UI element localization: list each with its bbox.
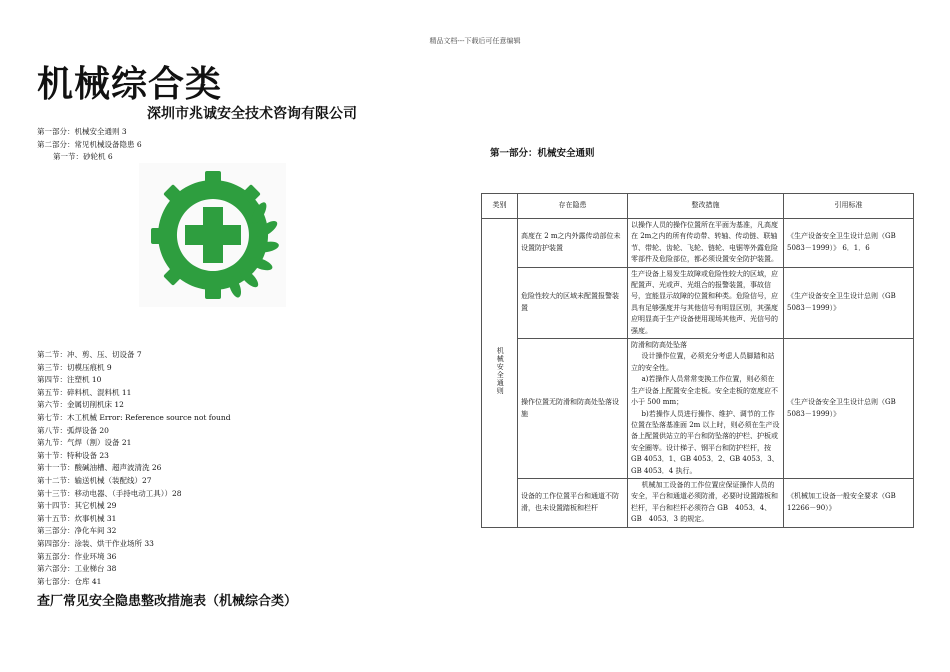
measure-cell: 机械加工设备的工作位置应保证操作人员的安全，平台和通道必须防滑，必要时设置踏板和栏杆，平台和栏杆必须符合 GB 4053．4、GB 4053．3 的规定。 xyxy=(628,478,784,527)
column-header: 引用标准 xyxy=(784,194,914,219)
toc-item[interactable]: 第二节：冲、剪、压、切设备 7 xyxy=(37,350,142,359)
hazard-cell: 高度在 2 m之内外露传动部位未设置防护装置 xyxy=(518,219,628,268)
table-header-row xyxy=(482,194,914,219)
toc-item[interactable]: 第十节：特种设备 23 xyxy=(37,450,109,460)
measure-cell: 以操作人员的操作位置所在平面为基准，凡高度在 2m之内的所有传动带、转轴、传动链、联轴节、带轮、齿轮、飞轮、链轮、电锯等外露危险零部件及危险部位，都必须设置安全防护装置。 xyxy=(628,219,784,268)
standard-cell: 《机械加工设备一般安全要求（GB 12266－90）》 xyxy=(784,478,914,527)
category-cell xyxy=(482,219,518,528)
header-note: 精品文档---下载后可任意编辑 xyxy=(429,37,521,45)
toc-item[interactable]: 第九节：气焊（割）设备 21 xyxy=(37,438,132,448)
toc-item[interactable]: 第一节：砂轮机 6 xyxy=(53,152,113,162)
toc-item[interactable]: 第二部分：常见机械设备隐患 6 xyxy=(37,139,142,149)
measure-line: a)若操作人员常常变换工作位置，则必须在生产设备上配置安全走板。安全走板的宽度应不小于 500 mm； xyxy=(631,375,778,407)
toc-item[interactable]: 第十一节：酸碱油槽、超声波清洗 26 xyxy=(37,463,162,473)
toc-item[interactable]: 第三部分：净化车间 32 xyxy=(37,526,117,536)
section-title: 第一部分：机械安全通则 xyxy=(490,148,595,159)
hazard-cell: 危险性较大的区域未配置报警装置 xyxy=(518,267,628,338)
measure-cell xyxy=(628,339,784,479)
table-row xyxy=(482,219,914,268)
toc-item[interactable]: 第十四节：其它机械 29 xyxy=(37,501,117,511)
column-header: 整改措施 xyxy=(628,194,784,219)
hazard-table xyxy=(481,193,914,528)
measure-line: 防滑和防高处坠落 xyxy=(631,341,687,350)
table-heading: 查厂常见安全隐患整改措施表（机械综合类） xyxy=(37,594,298,609)
toc-item[interactable]: 第六部分：工业梯台 38 xyxy=(37,564,117,574)
toc-item[interactable]: 第八节：弧焊设备 20 xyxy=(37,425,109,435)
column-header: 类别 xyxy=(482,194,518,219)
measure-cell: 生产设备上易发生故障或危险性较大的区域，应配置声、光或声、光组合的报警装置，事故信号，宜能显示故障的位置和种类。危险信号，应具有足够强度并与其他信号有明显区别，其强度应明显高于生产设备使用现场其他声、光信号的强度。 xyxy=(628,267,784,338)
toc-item[interactable]: 第十五节：炊事机械 31 xyxy=(37,513,117,523)
toc-item[interactable]: 第五部分：作业环境 36 xyxy=(37,551,117,561)
standard-cell: 《生产设备安全卫生设计总则（GB 5083－1999）》 xyxy=(784,339,914,479)
measure-line: 设计操作位置，必须充分考虑人员脚踏和站立的安全性。 xyxy=(631,352,775,372)
measure-line: b)若操作人员进行操作、维护、调节的工作位置在坠落基准面 2m 以上时，则必须在生产设备上配置供站立的平台和防坠落的护栏、护板或安全圈等。设计梯子、钢平台和防护栏杆，按 GB 4053．1、GB 4053．2、GB 4053．3、GB 4053．4 执行。 xyxy=(631,409,780,475)
column-header: 存在隐患 xyxy=(518,194,628,219)
page-title: 机械综合类 xyxy=(37,64,223,105)
toc-item[interactable]: 第七节：木工机械 Error: Reference source not found xyxy=(37,412,231,422)
toc-item[interactable]: 第三节：切模压痕机 9 xyxy=(37,362,112,372)
toc-item[interactable]: 第四部分：涂装、烘干作业场所 33 xyxy=(37,538,154,548)
toc-item[interactable]: 第五节：碎料机、混料机 11 xyxy=(37,387,132,397)
hazard-cell: 操作位置无防滑和防高处坠落设施 xyxy=(518,339,628,479)
standard-cell: 《生产设备安全卫生设计总则（GB 5083－1999）》 xyxy=(784,267,914,338)
table-row xyxy=(482,339,914,479)
company-name: 深圳市兆诚安全技术咨询有限公司 xyxy=(147,106,357,122)
toc-item[interactable]: 第四节：注塑机 10 xyxy=(37,375,102,385)
toc-item[interactable]: 第十二节：输送机械（装配线）27 xyxy=(37,475,152,485)
toc-item[interactable]: 第一部分：机械安全通则 3 xyxy=(37,127,127,136)
toc-item[interactable]: 第七部分：仓库 41 xyxy=(37,576,102,586)
hazard-cell: 设备的工作位置平台和通道不防滑，也未设置踏板和栏杆 xyxy=(518,478,628,527)
table-row xyxy=(482,267,914,338)
table-row xyxy=(482,478,914,527)
toc-item[interactable]: 第十三节：移动电器、（手持电动工具））28 xyxy=(37,488,182,498)
table-of-contents xyxy=(37,126,142,164)
standard-cell: 《生产设备安全卫生设计总则（GB 5083－1999）》 6．1．6 xyxy=(784,219,914,268)
category-label: 机械安全通则 xyxy=(496,346,505,395)
table-of-contents-continued xyxy=(37,349,231,588)
safety-cross-logo-icon xyxy=(139,163,286,307)
toc-item[interactable]: 第六节：金属切削机床 12 xyxy=(37,400,124,410)
